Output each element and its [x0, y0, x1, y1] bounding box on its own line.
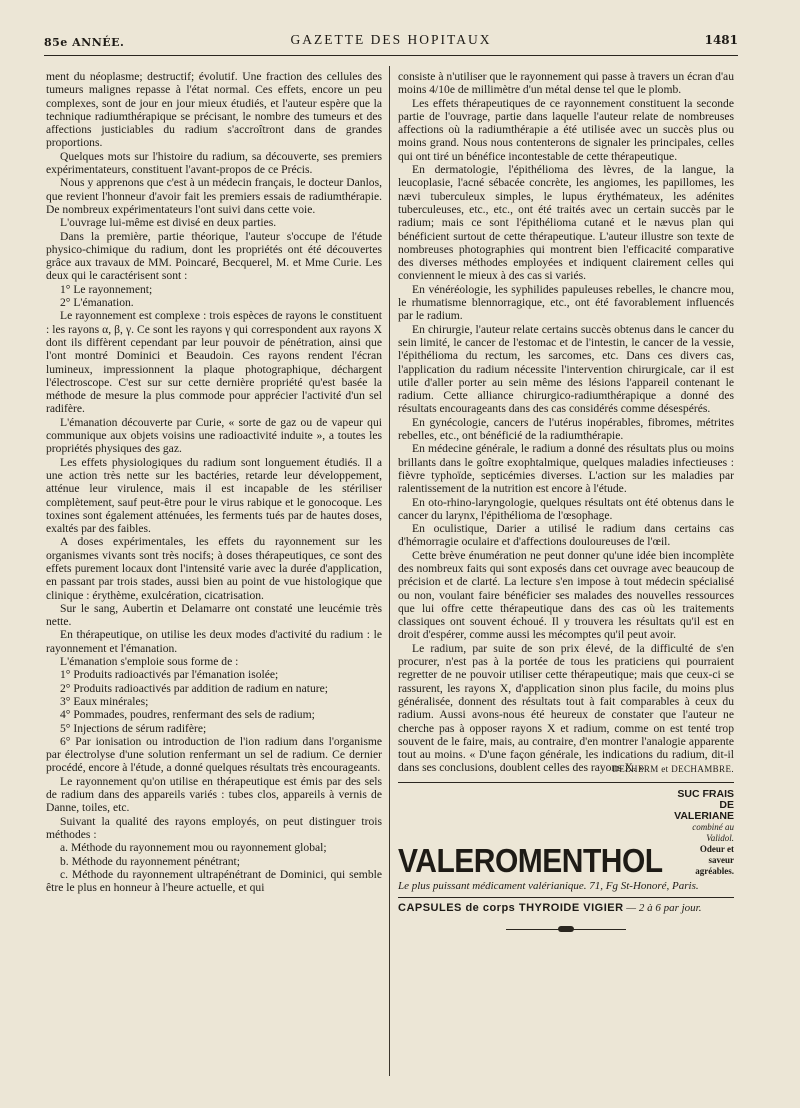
left-column-paragraph: 2° L'émanation. — [60, 296, 134, 310]
left-column-paragraph: c. Méthode du rayonnement ultrapénétrant de Dominici, qui semble être le plus en honneur à l'heure actuelle, et qui — [46, 867, 382, 895]
right-column-paragraph: En oto-rhino-laryngologie, quelques résultats ont été obtenus dans le cancer du larynx, l'épithélioma de l'œsophage. — [398, 495, 734, 522]
right-column-paragraph: En oculistique, Darier a utilisé le radium dans certains cas d'hémorragie oculaire et d'affections douloureuses de l'œil. — [398, 522, 734, 549]
left-column — [46, 70, 382, 894]
left-column-paragraph: En thérapeutique, on utilise les deux modes d'activité du radium : le rayonnement et l'émanation. — [46, 628, 382, 655]
right-column-paragraph: Le radium, par suite de son prix élevé, de la difficulté de s'en procurer, n'est pas à la portée de tous les praticiens qui pourraient regretter de ne pouvoir utiliser cette thérapeutique; mais que ceux-ci se rassurent, les rayons X, d'application sinon plus facile, du moins plus généralisée, donnent des résultats tout à fait comparables à ceux du radium. Aussi avons-nous été heureux de constater que l'auteur ne cherche pas à opposer rayons X et radium, comme on est tenté trop souvent de le faire, mais, au contraire, d'en montrer l'analogie apparente tout au moins. « D'une façon générale, les indications du radium, dit-il dans ses conclusions, doublent celles des rayons X. » — [398, 641, 734, 775]
left-column-paragraph: Nous y apprenons que c'est à un médecin français, le docteur Danlos, que revient l'honneur d'avoir fait les premiers essais de radiumthérapie. De nombreux expérimentateurs l'ont suivi dans cette voie. — [46, 176, 382, 216]
right-column-paragraph: consiste à n'utiliser que le rayonnement qui passe à travers un écran d'au moins 4/10e de millimètre d'un métal dense tel que le plomb. — [398, 70, 734, 97]
left-column-paragraph: 5° Injections de sérum radifère; — [60, 721, 207, 735]
right-column-paragraph: En vénéréologie, les syphilides papuleuses rebelles, le chancre mou, le rhumatisme blennorragique, etc., ont été favorablement influencés par le radium. — [398, 282, 734, 323]
right-column-paragraph: En gynécologie, cancers de l'utérus inopérables, fibromes, métrites rebelles, etc., ont bénéficié de la radiumthérapie. — [398, 415, 734, 443]
header-rule — [44, 55, 738, 56]
left-column-paragraph: 2° Produits radioactivés par addition de radium en nature; — [60, 681, 328, 695]
left-column-paragraph: Quelques mots sur l'histoire du radium, sa découverte, ses premiers expérimentateurs, constituent l'avant-propos de ce Précis. — [46, 149, 382, 177]
left-column-paragraph: Les effets physiologiques du radium sont longuement étudiés. Il a une action très nette sur les bactéries, retarde leur développement, atténue leur virulence, mais il est incapable de les stériliser complètement, sauf peut-être pour le virus rabique et le gonocoque. Les toxines sont également atténuées, les ferments tués par de hautes doses, exaltés par des faibles. — [46, 455, 382, 536]
right-column-paragraph: En chirurgie, l'auteur relate certains succès obtenus dans le cancer du sein limité, le cancer de l'estomac et de l'intestin, le cancer de la vessie, l'épithélioma du rectum, les sarcomes, etc. Dans ces divers cas, l'application du radium nécessite l'intervention chirurgicale, car il est utile d'aller porter au sein même des lésions l'appareil contenant le radium. Cette alliance chirurgico-radiumthérapique a donné des résultats encourageants dans des cas considérés comme désespérés. — [398, 322, 734, 416]
journal-title: GAZETTE DES HOPITAUX — [290, 32, 492, 47]
capsules-advertisement — [398, 897, 734, 915]
ad2-product: CAPSULES de corps THYROIDE VIGIER — [398, 902, 624, 915]
left-column-paragraph: Dans la première, partie théorique, l'auteur s'occupe de l'étude physico-chimique du radium, dont les propriétés ont été découvertes grâce aux travaux de MM. Poincaré, Becquerel, M. et Mme Curie. Les deux qui le caractérisent sont : — [46, 229, 382, 283]
right-column-paragraph: Les effets thérapeutiques de ce rayonnement constituent la seconde partie de l'ouvrage, partie dans laquelle l'auteur relate de nombreuses affections où la radiumthérapie a été utilisée avec un succès plus ou moins grand. Nous nous contenterons de signaler les principales, celles qui ont tiré un bénéfice incontestable de cette thérapeutique. — [398, 96, 734, 163]
column-divider — [389, 66, 390, 1076]
authors-signature: DELHERM et DECHAMBRE. — [612, 763, 734, 774]
ad-line-3: Odeur et saveur agréables. — [695, 844, 734, 877]
right-column-paragraph: Cette brève énumération ne peut donner qu'une idée bien incomplète des nombreux faits qui sont exposés dans cet ouvrage avec beaucoup de précision et de clarté. La lecture s'en impose à tout médecin spécialisé ou non, voulant faire bénéficier ses malades des nouvelles ressources que lui offre cette thérapeutique dans des cas où les traitements classiques ont souvent échoué. Il y trouvera les résultats qu'il est en droit d'espérer, comme aussi les mécomptes qu'il peut avoir. — [398, 548, 734, 642]
right-column — [398, 70, 734, 932]
ad-line-2: combiné au Validol. — [692, 822, 734, 844]
left-column-paragraph: ment du néoplasme; destructif; évolutif. Une fraction des cellules des tumeurs malignes repasse à l'état normal. Ces effets, encore un peu complexes, sont de jour en jour mieux étudiés, et l'auteur espère que la technique radiumthérapique se précisant, le nombre des tumeurs et des affections justiciables du radium s'accroîtront dans de grandes proportions. — [46, 70, 382, 150]
right-column-paragraph: En dermatologie, l'épithélioma des lèvres, de la langue, la leucoplasie, l'acné sébacée concrète, les angiomes, les papillomes, les nævi tuberculeux simples, le lupus érythémateux, les adénites tuberculeuses, etc., etc., ont été traités avec un certain succès par le radium; mais ce sont l'épithélioma cutané et le nævus plan qui bénéficient surtout de cette thérapeutique. L'auteur illustre son texte de nombreuses photographies qui montrent bien l'efficacité comparative des diverses méthodes employées et indiquent clairement celles qui conviennent le mieux à des cas si variés. — [398, 163, 734, 283]
left-column-paragraph: 4° Pommades, poudres, renfermant des sels de radium; — [60, 708, 315, 722]
valeromenthol-advertisement — [398, 782, 734, 893]
ornament-divider — [506, 926, 626, 932]
right-column-paragraph: En médecine générale, le radium a donné des résultats plus ou moins brillants dans le goître exophtalmique, quelques maladies infectieuses : fièvre typhoïde, septicémies diverses. L'action sur les maladies par ralentissement de la nutrition est encore à l'étude. — [398, 442, 734, 496]
left-column-paragraph: Le rayonnement qu'on utilise en thérapeutique est émis par des sels de radium dans des appareils variés : tubes clos, appareils à vernis de Danne, toiles, etc. — [46, 774, 382, 815]
page-header — [44, 30, 738, 52]
left-column-paragraph: L'émanation découverte par Curie, « sorte de gaz ou de vapeur qui communique aux objets voisins une radioactivité induite », a toutes les propriétés physiques des gaz. — [46, 415, 382, 456]
left-column-paragraph: b. Méthode du rayonnement pénétrant; — [60, 854, 240, 868]
left-column-paragraph: 3° Eaux minérales; — [60, 694, 149, 708]
ad-tagline: Le plus puissant médicament valérianique. 71, Fg St-Honoré, Paris. — [398, 880, 699, 893]
left-column-paragraph: L'émanation s'emploie sous forme de : — [60, 655, 239, 669]
left-column-paragraph: Suivant la qualité des rayons employés, on peut distinguer trois méthodes : — [46, 814, 382, 841]
ad-brand-name: VALEROMENTHOL — [398, 843, 663, 880]
ad2-dose: — 2 à 6 par jour. — [626, 902, 702, 915]
left-column-paragraph: Sur le sang, Aubertin et Delamarre ont constaté une leucémie très nette. — [46, 601, 382, 629]
ad-details — [673, 789, 734, 877]
left-column-paragraph: A doses expérimentales, les effets du rayonnement sur les organismes vivants sont très nocifs; à doses thérapeutiques, ce sont des effets purement locaux dont l'intensité varie avec la durée d'application, en passant par trois stades, aussi bien au point de vue histologique que clinique : érythème, exulcération, cicatrisation. — [46, 535, 382, 602]
left-column-paragraph: 1° Produits radioactivés par l'émanation isolée; — [60, 668, 279, 682]
left-column-paragraph: Le rayonnement est complexe : trois espèces de rayons le constituent : les rayons α, β, γ. Ce sont les rayons γ qui correspondent aux rayons X dont ils diffèrent cependant par leur pouvoir de pénétration, ainsi que l'ont montré Dominici et Beaudoin. Ces rayons rendent l'écran lumineux, impressionnent la plaque photographique, déchargent l'électroscope. C'est sur sur cette dernière propriété qu'est basée la méthode de mesure la plus commode pour apprécier l'activité d'un sel radifère. — [46, 309, 382, 416]
left-column-paragraph: L'ouvrage lui-même est divisé en deux parties. — [60, 216, 277, 230]
left-column-paragraph: 6° Par ionisation ou introduction de l'ion radium dans l'organisme par électrolyse d'une solution renfermant un sel de radium. Ce dernier procédé, encore à l'étude, a donné quelques résultats très encourageants. — [46, 734, 382, 775]
ad-line-1: SUC FRAIS DE VALERIANE — [674, 788, 734, 823]
page-number: 1481 — [704, 33, 738, 47]
right-column-text — [398, 70, 734, 775]
year-label: 85e ANNÉE. — [44, 36, 125, 49]
left-column-paragraph: a. Méthode du rayonnement mou ou rayonnement global; — [60, 841, 327, 855]
left-column-paragraph: 1° Le rayonnement; — [60, 282, 153, 296]
